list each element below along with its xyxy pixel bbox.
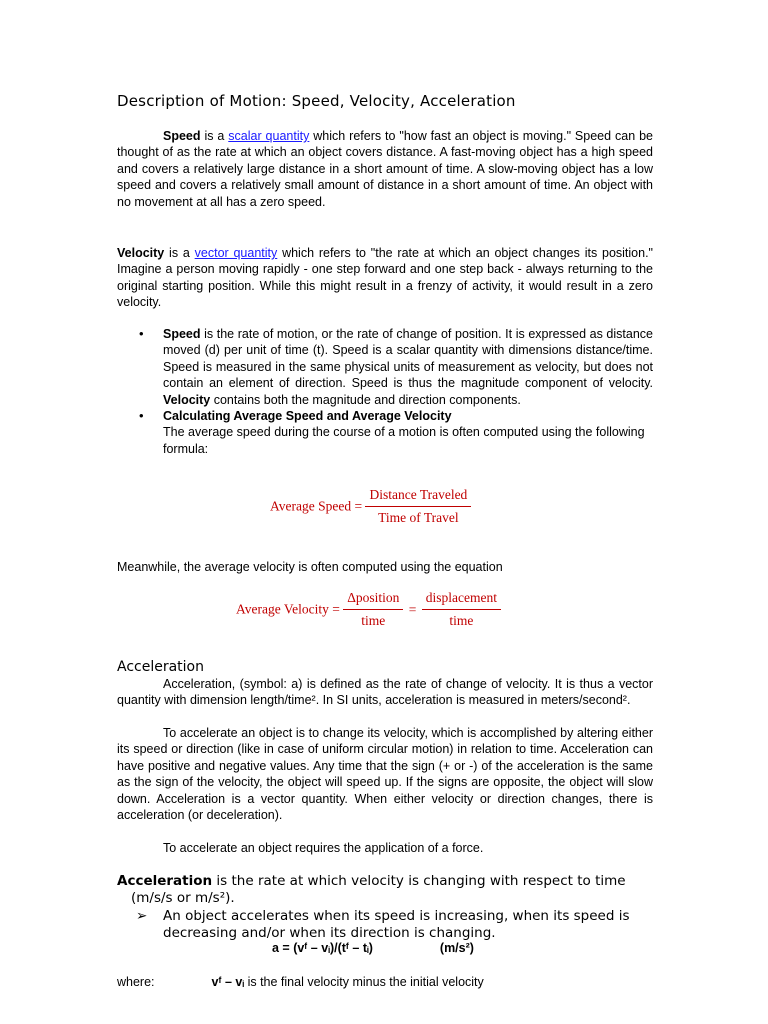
arrow-list-item [117, 908, 657, 942]
where-label: where: [117, 975, 155, 989]
bullet-dot-icon: • [139, 408, 144, 424]
meanwhile-text: Meanwhile, the average velocity is often computed using the equation [117, 560, 503, 574]
time-denominator-2: time [449, 613, 474, 628]
acceleration-units: (m/s/s or m/s²). [131, 890, 235, 906]
vector-quantity-link[interactable]: vector quantity [194, 246, 278, 260]
average-speed-numerator: Distance Traveled [365, 487, 471, 507]
time-denominator-1: time [361, 613, 386, 628]
where-line [117, 975, 484, 989]
delta-position-numerator: Δposition [343, 590, 403, 610]
speed-paragraph-text: which refers to "how fast an object is moving." Speed can be thought of as the rate at which an object covers distance. A fast-moving object has a high speed and covers a relatively large distance in a short amount of time. A slow-moving object has a low speed and covers a relatively small amount of distance in a short amount of time. An object with no movement at all has a zero speed. [117, 129, 653, 209]
bullet-velocity-text: contains both the magnitude and direction components. [210, 392, 521, 407]
equals-sign: = [408, 601, 417, 617]
velocity-paragraph-text: which refers to "the rate at which an object changes its position." Imagine a person moving rapidly - one step forward and one step back - always returning to the original starting position. While this might result in a frenzy of activity, it would result in a zero velocity. [117, 246, 653, 310]
speed-term: Speed [163, 129, 201, 143]
acceleration-heading: Acceleration [117, 659, 204, 675]
bullet-item-speed [117, 326, 653, 408]
acceleration-paragraph-3-text: To accelerate an object requires the application of a force. [163, 841, 484, 855]
bullet-dot-icon: • [139, 326, 144, 341]
average-velocity-formula [236, 590, 501, 629]
acceleration-equation [272, 941, 474, 955]
average-velocity-lhs: Average Velocity = [236, 601, 340, 617]
bullet-calculating-text: The average speed during the course of a motion is often computed using the following formula: [163, 425, 645, 456]
acceleration-equation-text: a = (vᶠ – vᵢ)/(tᶠ – tᵢ) [272, 941, 373, 955]
arrow-bullet-icon: ➢ [136, 908, 148, 924]
acceleration-paragraph-3 [117, 840, 653, 856]
acceleration-paragraph-2 [117, 725, 653, 823]
bullet-list [117, 326, 653, 457]
scalar-quantity-link[interactable]: scalar quantity [228, 129, 310, 143]
bullet-speed-text: is the rate of motion, or the rate of change of position. It is expressed as distance moved (d) per unit of time (t). Speed is a scalar quantity with dimensions distance/time. Speed is measured in the same physical units of measurement as velocity, but does not contain an element of direction. Speed is thus the magnitude component of velocity. [163, 327, 653, 391]
average-speed-lhs: Average Speed = [270, 498, 363, 514]
acceleration-paragraph-1 [117, 676, 653, 709]
velocity-pre-link: is a [164, 246, 195, 260]
average-speed-fraction [365, 487, 471, 526]
bullet-item-calculating [117, 408, 653, 457]
speed-pre-link: is a [200, 129, 229, 143]
velocity-fraction-1 [343, 590, 403, 629]
where-text: is the final velocity minus the initial velocity [244, 975, 484, 989]
average-speed-formula [270, 487, 471, 526]
velocity-fraction-2 [422, 590, 501, 629]
displacement-numerator: displacement [422, 590, 501, 610]
arrow-item-text: An object accelerates when its speed is increasing, when its speed is decreasing and/or when its direction is changing. [163, 908, 630, 941]
bullet-calculating-heading: Calculating Average Speed and Average Velocity [163, 409, 452, 424]
speed-paragraph [117, 128, 653, 210]
acceleration-paragraph-2-text: To accelerate an object is to change its velocity, which is accomplished by altering either its speed or direction (like in case of uniform circular motion) in relation to time. Acceleration can have positive and negative values. Any time that the sign (+ or -) of the acceleration is the same as the sign of the velocity, the object will speed up. If the signs are opposite, the object will slow down. Acceleration is a vector quantity. When either velocity or direction changes, there is acceleration (or deceleration). [117, 726, 653, 823]
document-title: Description of Motion: Speed, Velocity, Acceleration [117, 92, 516, 110]
acceleration-paragraph-1-text: Acceleration, (symbol: a) is defined as the rate of change of velocity. It is thus a vector quantity with dimension length/time². In SI units, acceleration is measured in meters/second². [117, 677, 653, 708]
acceleration-definition-text: is the rate at which velocity is changing with respect to time [212, 873, 626, 889]
acceleration-definition [117, 873, 657, 907]
average-speed-denominator: Time of Travel [378, 510, 459, 525]
velocity-paragraph [117, 245, 653, 311]
bullet-speed-term: Speed [163, 327, 201, 341]
bullet-velocity-term: Velocity [163, 392, 211, 407]
velocity-term: Velocity [117, 246, 165, 260]
where-term: vᶠ – vᵢ [211, 975, 245, 989]
acceleration-definition-term: Acceleration [117, 873, 213, 889]
acceleration-equation-units: (m/s²) [439, 941, 474, 955]
